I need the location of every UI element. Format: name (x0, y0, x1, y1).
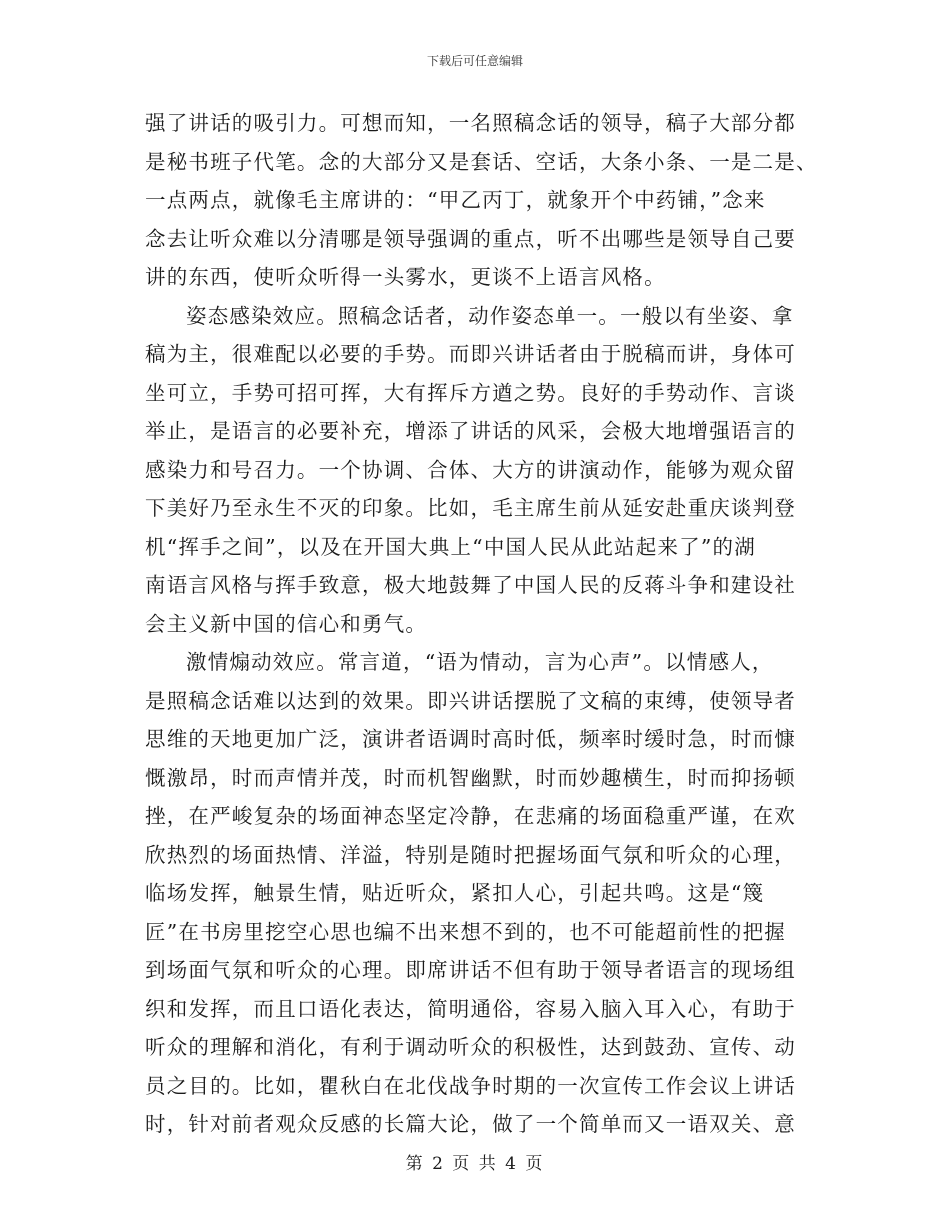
text-line: 稿为主，很难配以必要的手势。而即兴讲话者由于脱稿而讲，身体可 (145, 342, 796, 366)
text-line: 是照稿念话难以达到的效果。即兴讲话摆脱了文稿的束缚，使领导者 (145, 688, 796, 713)
page-footer: 第 2 页 共 4 页 (405, 1154, 545, 1174)
text-line: 到场面气氛和听众的心理。即席讲话不但有助于领导者语言的现场组 (145, 958, 796, 982)
page-header: 下载后可任意编辑 (426, 54, 523, 68)
text-line: 感染力和号召力。一个协调、合体、大方的讲演动作，能够为观众留 (145, 457, 796, 482)
text-line: 强了讲话的吸引力。可想而知，一名照稿念话的领导，稿子大部分都 (145, 111, 796, 135)
text-line: 慨激昂，时而声情并茂，时而机智幽默，时而妙趣横生，时而抑扬顿 (145, 765, 796, 790)
text-line: 时，针对前者观众反感的长篇大论，做了一个简单而又一语双关、意 (145, 1112, 796, 1136)
text-line: 坐可立，手势可招可挥，大有挥斥方遒之势。良好的手势动作、言谈 (145, 380, 796, 405)
paragraph-start-line: 激情煽动效应。常言道，“语为情动，言为心声”。以情感人， (186, 650, 774, 674)
text-line: 下美好乃至永生不灭的印象。比如，毛主席生前从延安赴重庆谈判登 (145, 496, 796, 520)
text-line: 匠”在书房里挖空心思也编不出来想不到的，也不可能超前性的把握 (145, 919, 786, 944)
paragraph-start-line: 姿态感染效应。照稿念话者，动作姿态单一。一般以有坐姿、拿 (186, 303, 794, 328)
document-body (145, 104, 818, 1144)
text-line: 织和发挥，而且口语化表达，简明通俗，容易入脑入耳入心，有助于 (145, 996, 796, 1021)
text-line: 挫，在严峻复杂的场面神态坚定冷静，在悲痛的场面稳重严谨，在欢 (145, 804, 796, 828)
text-line: 欣热烈的场面热情、洋溢，特别是随时把握场面气氛和听众的心理， (145, 842, 796, 867)
text-line: 临场发挥，触景生情，贴近听众，紧扣人心，引起共鸣。这是“篾 (145, 881, 765, 905)
text-line: 听众的理解和消化，有利于调动听众的积极性，达到鼓劲、宣传、动 (145, 1035, 796, 1059)
text-line: 是秘书班子代笔。念的大部分又是套话、空话，大条小条、一是二是、 (145, 149, 818, 174)
text-line: 员之目的。比如，瞿秋白在北伐战争时期的一次宣传工作会议上讲话 (145, 1073, 796, 1098)
text-line: 会主义新中国的信心和勇气。 (145, 611, 428, 636)
text-line: 南语言风格与挥手致意，极大地鼓舞了中国人民的反蒋斗争和建设社 (145, 573, 796, 597)
text-line: 念去让听众难以分清哪是领导强调的重点，听不出哪些是领导自己要 (145, 226, 796, 251)
text-line: 举止，是语言的必要补充，增添了讲话的风采，会极大地增强语言的 (145, 419, 796, 443)
text-line: 机“挥手之间”，以及在开国大典上“中国人民从此站起来了”的湖 (145, 534, 756, 559)
text-line: 一点两点，就像毛主席讲的：“甲乙丙丁，就象开个中药铺，”念来 (145, 188, 766, 212)
text-line: 思维的天地更加广泛，演讲者语调时高时低，频率时缓时急，时而慷 (145, 727, 796, 751)
text-line: 讲的东西，使听众听得一头雾水，更谈不上语言风格。 (145, 265, 666, 289)
